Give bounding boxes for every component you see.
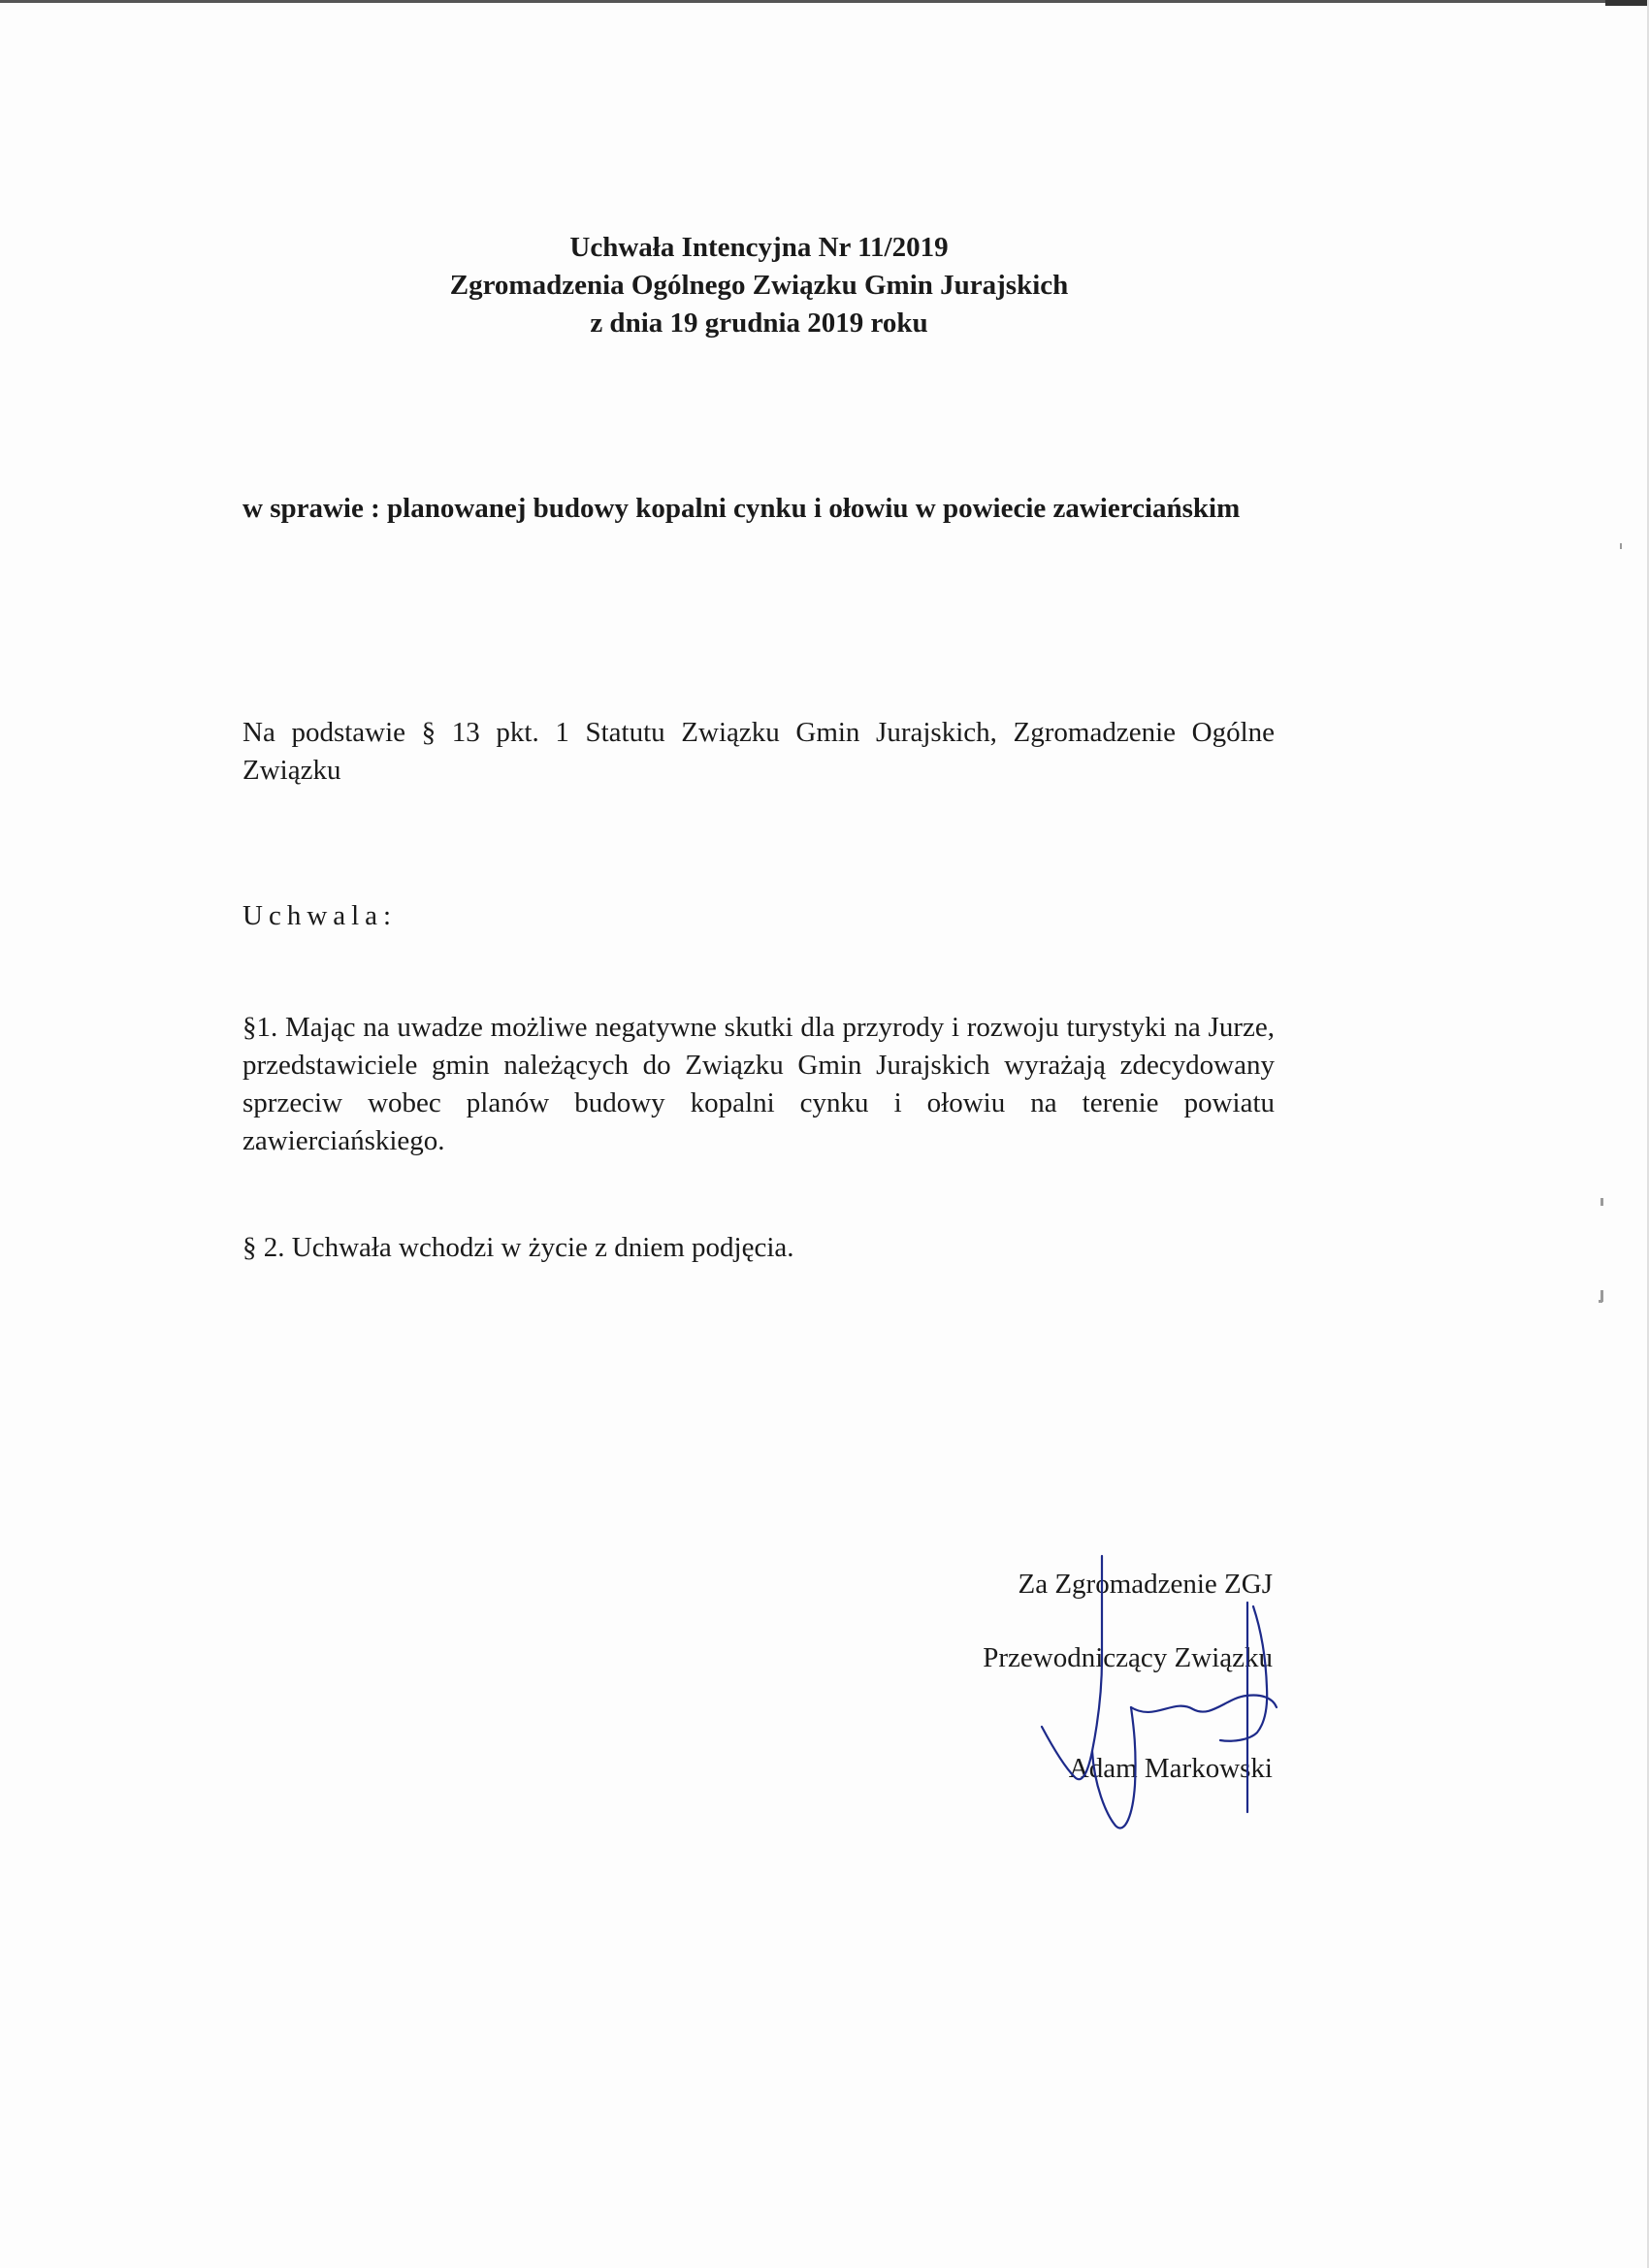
scan-speck xyxy=(1620,543,1622,549)
resolves-heading: Uchwala: xyxy=(242,900,398,931)
title-line-1: Uchwała Intencyjna Nr 11/2019 xyxy=(569,232,949,263)
paragraph-1: §1. Mając na uwadze możliwe negatywne skutki dla przyrody i rozwoju turystyki na Jurze, przedstawiciele gmin należących do Związku Gmin Jurajskich wyrażają zdecydowany sprzeciw wobec planów budowy kopalni cynku i ołowiu na terenie powiatu zawierciańskiego. xyxy=(242,1012,1275,1156)
signature-role: Przewodniczący Związku xyxy=(983,1642,1273,1673)
resolution-subject: w sprawie : planowanej budowy kopalni cynku i ołowiu w powiecie zawierciańskim xyxy=(242,493,1241,524)
document-title xyxy=(0,229,1518,342)
title-line-2: Zgromadzenia Ogólnego Związku Gmin Jurajskich xyxy=(449,270,1069,301)
signature-name: Adam Markowski xyxy=(1068,1753,1273,1784)
scan-edge-corner xyxy=(1605,0,1649,6)
paragraph-2: § 2. Uchwała wchodzi w życie z dniem podjęcia. xyxy=(242,1232,794,1263)
signature-on-behalf: Za Zgromadzenie ZGJ xyxy=(1018,1569,1273,1600)
title-line-3: z dnia 19 grudnia 2019 roku xyxy=(590,308,928,339)
handwritten-signature-icon xyxy=(1028,1552,1300,1853)
scan-speck xyxy=(1599,1300,1602,1303)
legal-basis: Na podstawie § 13 pkt. 1 Statutu Związku Gmin Jurajskich, Zgromadzenie Ogólne Związku xyxy=(242,717,1275,786)
scan-speck xyxy=(1600,1198,1603,1206)
scan-edge-top xyxy=(0,0,1649,3)
